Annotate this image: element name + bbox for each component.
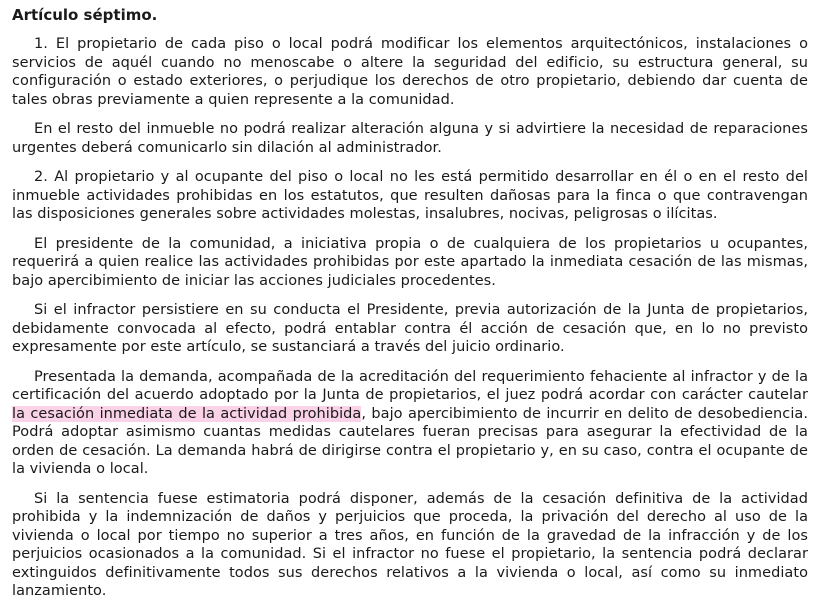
paragraph-4: El presidente de la comunidad, a iniciativa propia o de cualquiera de los propietarios u ocupantes, requerirá a quien realice las actividades prohibidas por este apartado la inmediata cesación de las mismas, bajo apercibimiento de iniciar las acciones judiciales procedentes. [12, 235, 808, 289]
paragraph-6-after: , bajo apercibimiento de incurrir en delito de desobediencia. Podrá adoptar asimismo cuantas medidas cautelares fueran precisas para asegurar la efectividad de la orden de cesación. La demanda habrá de dirigirse contra el propietario y, en su caso, contra el ocupante de la vivienda o local. [12, 405, 808, 477]
highlighted-text: la cesación inmediata de la actividad prohibida [12, 405, 362, 422]
article-title: Artículo séptimo. [12, 6, 158, 24]
paragraph-7: Si la sentencia fuese estimatoria podrá disponer, además de la cesación definitiva de la actividad prohibida y la indemnización de daños y perjuicios que proceda, la privación del derecho al uso de la vivienda o local por tiempo no superior a tres años, en función de la gravedad de la infracción y de los perjuicios ocasionados a la comunidad. Si el infractor no fuese el propietario, la sentencia podrá declarar extinguidos definitivamente todos sus derechos relativos a la vivienda o local, así como su inmediato lanzamiento. [12, 490, 808, 599]
paragraph-1: 1. El propietario de cada piso o local podrá modificar los elementos arquitectónicos, instalaciones o servicios de aquél cuando no menoscabe o altere la seguridad del edificio, su estructura general, su configuración o estado exteriores, o perjudique los derechos de otro propietario, debiendo dar cuenta de tales obras previamente a quien represente a la comunidad. [12, 36, 808, 108]
paragraph-6 [12, 368, 808, 479]
paragraph-2: En el resto del inmueble no podrá realizar alteración alguna y si advirtiere la necesidad de reparaciones urgentes deberá comunicarlo sin dilación al administrador. [12, 121, 808, 156]
paragraph-3: 2. Al propietario y al ocupante del piso o local no les está permitido desarrollar en él o en el resto del inmueble actividades prohibidas en los estatutos, que resulten dañosas para la finca o que contravengan las disposiciones generales sobre actividades molestas, insalubres, nocivas, peligrosas o ilícitas. [12, 169, 808, 222]
paragraph-5: Si el infractor persistiere en su conducta el Presidente, previa autorización de la Junta de propietarios, debidamente convocada al efecto, podrá entablar contra él acción de cesación que, en lo no previsto expresamente por este artículo, se sustanciará a través del juicio ordinario. [12, 302, 808, 355]
paragraph-6-before: Presentada la demanda, acompañada de la acreditación del requerimiento fehaciente al infractor y de la certificación del acuerdo adoptado por la Junta de propietarios, el juez podrá acordar con carácter cautelar [12, 368, 808, 403]
